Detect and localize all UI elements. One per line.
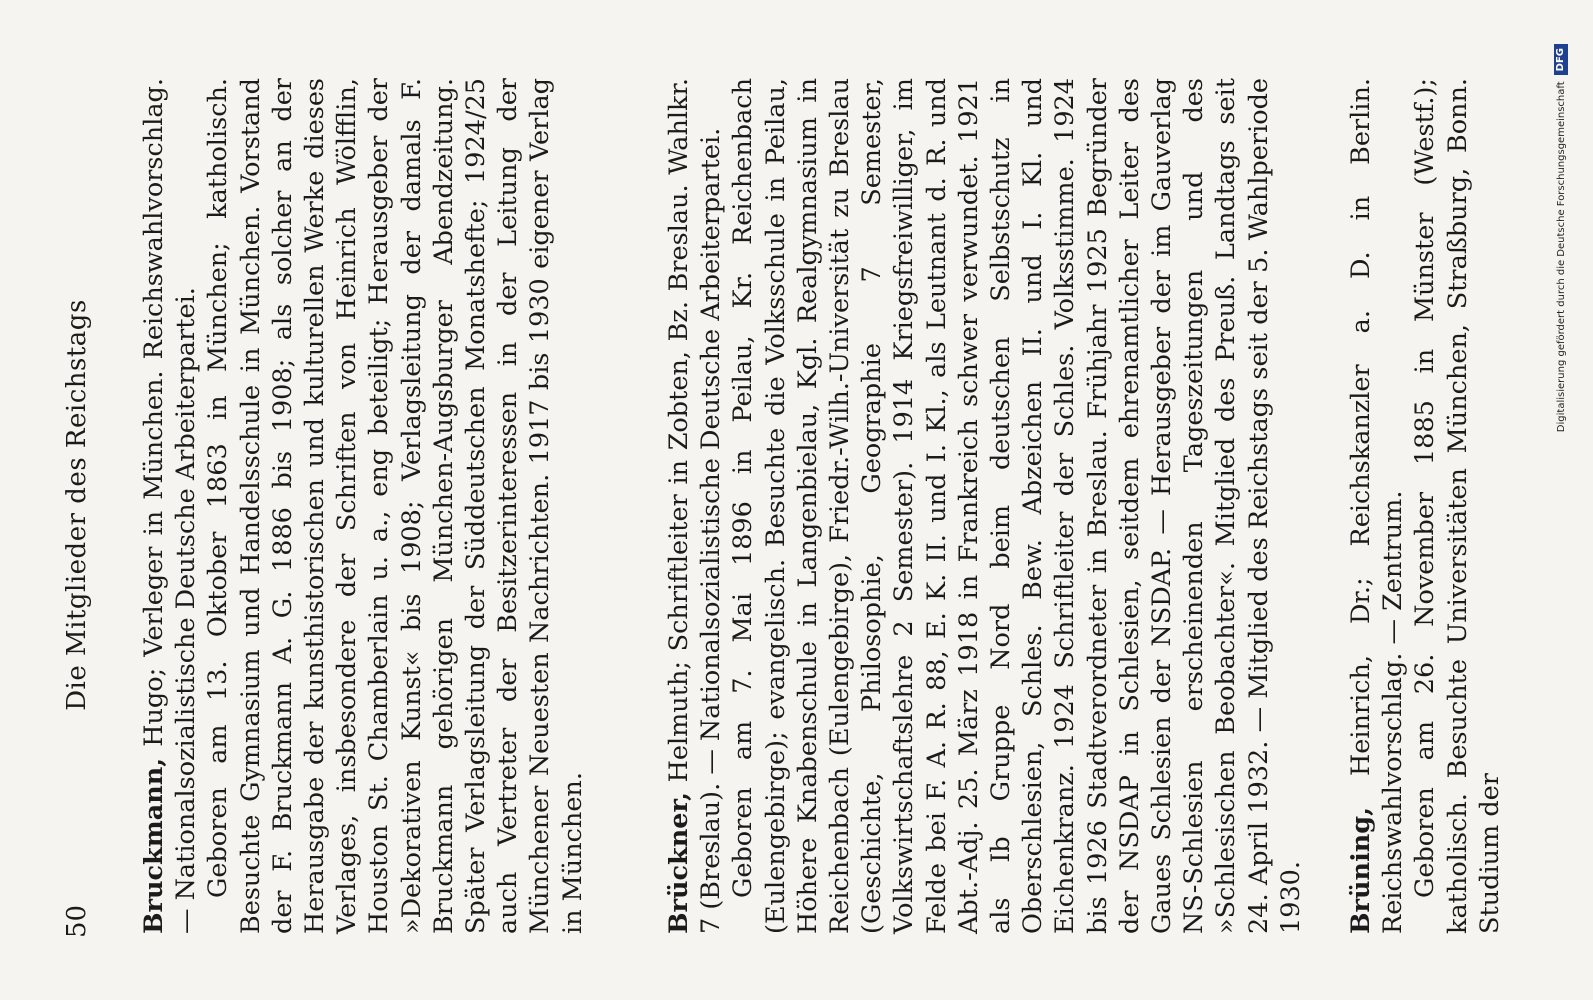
entry-name: Brüning, <box>1346 806 1376 934</box>
entry-intro-text: Hugo; Verleger in München. Reichswahlvorschlag. — Nationalsozialistische Deutsche Arbeiterpartei. <box>139 78 202 934</box>
entry-body: Geboren am 7. Mai 1896 in Peilau, Kr. Reichenbach (Eulengebirge); evangelisch. Besuchte die Volksschule in Peilau, Höhere Knabenschule in Langenbielau, Kgl. Realgymnasium in Reichenbach (Eulengebirge), Friedr.-Wilh.-Universität zu Breslau (Geschichte, Philosophie, Geographie 7 Semester, Volkswirtschaftslehre 2 Semester). 1914 Kriegsfreiwilliger, im Felde bei F. A. R. 88, E. K. II. und I. Kl., als Leutnant d. R. und Abt.-Adj. 25. März 1918 in Frankreich schwer verwundet. 1921 als Ib Gruppe Nord beim deutschen Selbstschutz in Oberschlesien, Schles. Bew. Abzeichen II. und I. Kl. und Eichenkranz. 1924 Schriftleiter der Schles. Volksstimme. 1924 bis 1926 Stadtverordneter in Breslau. Frühjahr 1925 Begründer der NSDAP in Schlesien, seitdem ehrenamtlicher Leiter des Gaues Schlesien der NSDAP. — Herausgeber der im Gauverlag NS-Schlesien erscheinenden Tageszeitungen und des »Schlesischen Beobachter«. Mitglied des Preuß. Landtags seit 24. April 1932. — Mitglied des Reichstags seit der 5. Wahlperiode 1930. <box>728 78 1306 934</box>
biography-entry <box>663 78 1307 934</box>
entry-intro <box>663 78 727 934</box>
entry-name: Bruckmann, <box>139 757 169 934</box>
page-header <box>62 72 102 938</box>
digitization-credit <box>1540 0 1580 1000</box>
entry-intro-text: Helmuth; Schriftleiter in Zobten, Bz. Breslau. Wahlkr. 7 (Breslau). — Nationalsozialistische Deutsche Arbeiterpartei. <box>664 78 727 934</box>
running-head: Die Mitglieder des Reichstags <box>62 299 92 711</box>
entry-intro <box>1345 78 1409 934</box>
dfg-logo: DFG <box>1554 44 1568 75</box>
entry-body: Geboren am 13. Oktober 1863 in München; katholisch. Besuchte Gymnasium und Handelsschule in München. Vorstand der F. Bruckmann A. G. 1886 bis 1908; als solcher an der Herausgabe der kunsthistorischen und kulturellen Werke dieses Verlages, insbesondere der Schriften von Heinrich Wölfflin, Houston St. Chamberlain u. a., eng beteiligt; Herausgeber der »Dekorativen Kunst« bis 1908; Verlagsleitung der damals F. Bruckmann gehörigen München-Augsburger Abendzeitung. Später Verlagsleitung der Süddeutschen Monatshefte; 1924/25 auch Vertreter der Besitzerinteressen in der Leitung der Münchener Neuesten Nachrichten. 1917 bis 1930 eigener Verlag in München. <box>203 78 588 934</box>
page-number: 50 <box>62 904 92 938</box>
biography-entry <box>138 78 589 934</box>
entry-body: Geboren am 26. November 1885 in Münster (Westf.); katholisch. Besuchte Universitäten München, Straßburg, Bonn. Studium der <box>1410 78 1505 934</box>
entry-intro <box>138 78 202 934</box>
credit-text: Digitalisierung gefördert durch die Deutsche ForschungsgemeinschaftDFG <box>1554 44 1568 432</box>
entry-intro-text: Heinrich, Dr.; Reichskanzler a. D. in Berlin. Reichswahlvorschlag. — Zentrum. <box>1346 78 1409 934</box>
biography-entry <box>1345 78 1506 934</box>
entry-name: Brückner, <box>664 792 694 934</box>
